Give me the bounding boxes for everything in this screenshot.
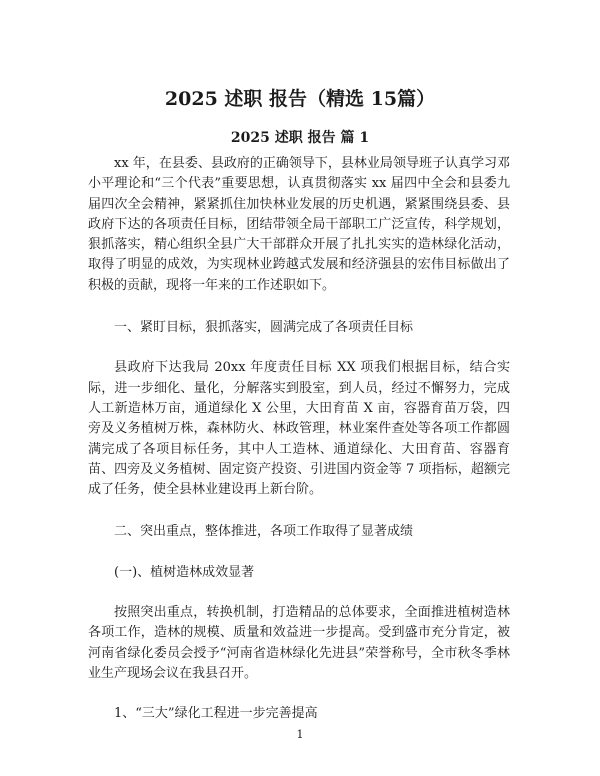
paragraph-afforestation: 按照突出重点，转换机制，打造精品的总体要求，全面推进植树造林各项工作，造林的规模、质量和效益进一步提高。受到盛市充分肯定，被河南省绿化委员会授予“河南省造林绿化先进县”荣誉称号，全市秋冬季林业生产现场会议在我县召开。 [88,605,510,681]
heading-subsection-one: (一)、植树造林成效显著 [114,564,255,580]
document-body [88,154,510,725]
section-title: 2025 述职 报告 篇 1 [230,130,370,146]
heading-section-two: 二、突出重点，整体推进，各项工作取得了显著成绩 [114,524,414,540]
page-number: 1 [296,728,304,741]
document-title: 2025 述职 报告（精选 15篇） [164,88,436,110]
heading-section-one: 一、紧盯目标，狠抓落实，圆满完成了各项责任目标 [114,320,414,336]
heading-item-one: 1、“三大”绿化工程进一步完善提高 [114,706,318,722]
paragraph-targets: 县政府下达我局 20xx 年度责任目标 XX 项我们根据目标，结合实际，进一步细化、量化，分解落实到股室，到人员，经过不懈努力，完成人工新造林万亩，通道绿化 X 公里，大田育苗 X 亩，容器育苗万袋，四旁及义务植树万株，森林防火、林政管理，林业案件查处等各项工作都圆满完成了各项目标任务，其中人工造林、通道绿化、大田育苗、容器育苗、四旁及义务植树、固定资产投资、引进国内资金等 7 项指标，超额完成了任务，使全县林业建设再上新台阶。 [88,360,510,498]
paragraph-intro: xx 年，在县委、县政府的正确领导下，县林业局领导班子认真学习邓小平理论和“三个代表”重要思想，认真贯彻落实 xx 届四中全会和县委九届四次全会精神，紧紧抓住加快林业发展的历史机遇，紧紧围绕县委、县政府下达的各项责任目标，团结带领全局干部职工广泛宣传，科学规划，狠抓落实，精心组织全县广大干部群众开展了扎扎实实的造林绿化活动，取得了明显的成效，为实现林业跨越式发展和经济强县的宏伟目标做出了积极的贡献，现将一年来的工作述职如下。 [88,156,510,293]
